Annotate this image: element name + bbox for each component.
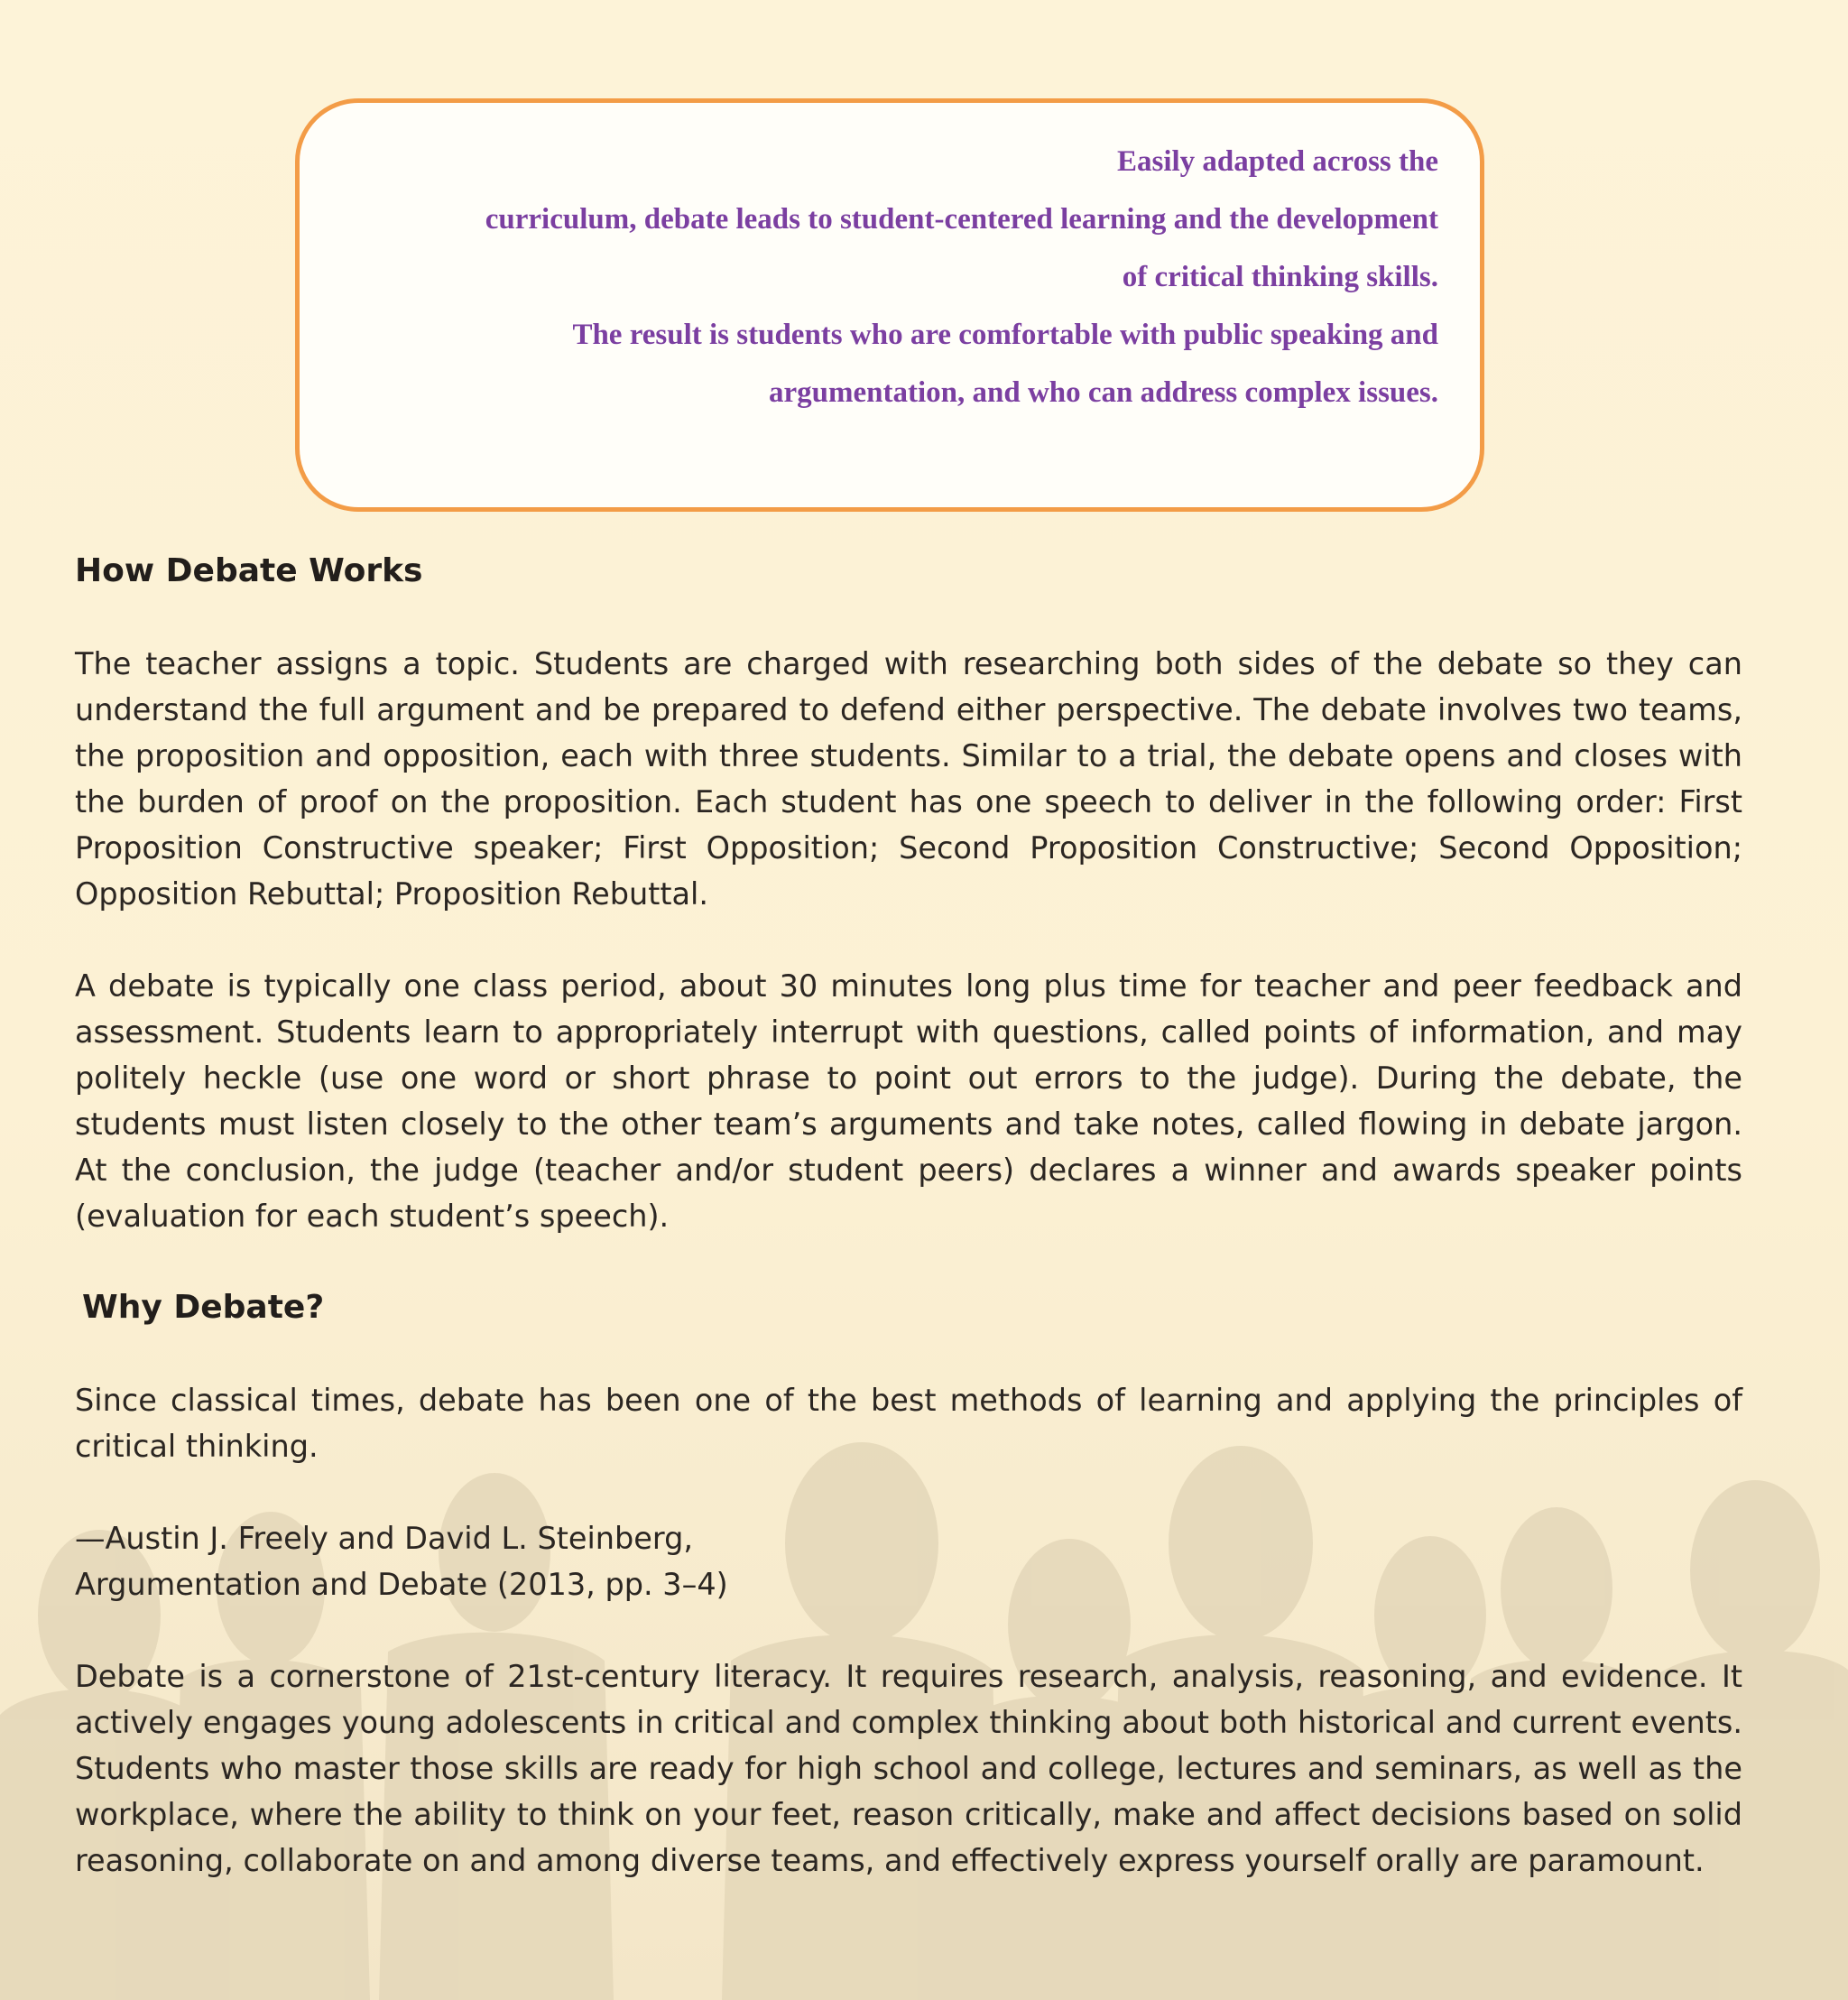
how-debate-works-heading: How Debate Works — [75, 552, 423, 589]
attribution-source: Argumentation and Debate (2013, pp. 3–4) — [75, 1567, 728, 1602]
callout-line: Easily adapted across the — [1116, 145, 1438, 178]
main-content — [75, 549, 1742, 1884]
why-paragraph: Debate is a cornerstone of 21st-century literacy. It requires research, analysis, reasoning, and evidence. It actively engages young adolescents in critical and complex thinking about both historical and current events. Students who master those skills are ready for high school and college, lectures and seminars, as well as the workplace, where the ability to think on your feet, reason critically, make and affect decisions based on solid reasoning, collaborate on and among diverse teams, and effectively express yourself orally are paramount. — [75, 1659, 1742, 1878]
how-paragraph-1: The teacher assigns a topic. Students are charged with researching both sides of the debate so they can understand the full argument and be prepared to defend either perspective. The debate involves two teams, the proposition and opposition, each with three students. Similar to a trial, the debate opens and closes with the burden of proof on the proposition. Each student has one speech to deliver in the following order: First Proposition Constructive speaker; First Opposition; Second Proposition Constructive; Second Opposition; Opposition Rebuttal; Proposition Rebuttal. — [75, 646, 1742, 912]
callout-box — [295, 98, 1484, 512]
quote-attribution — [75, 1515, 1742, 1607]
callout-text — [356, 133, 1438, 421]
callout-line: curriculum, debate leads to student-centered learning and the development — [485, 203, 1438, 236]
why-debate-heading: Why Debate? — [82, 1289, 325, 1326]
callout-line: The result is students who are comfortable with public speaking and — [572, 319, 1438, 351]
quote-paragraph: Since classical times, debate has been one of the best methods of learning and applying the principles of critical thinking. — [75, 1383, 1742, 1464]
how-paragraph-2: A debate is typically one class period, about 30 minutes long plus time for teacher and peer feedback and assessment. Students learn to appropriately interrupt with questions, called points of information, and may politely heckle (use one word or short phrase to point out errors to the judge). During the debate, the students must listen closely to the other team’s arguments and take notes, called flowing in debate jargon. At the conclusion, the judge (teacher and/or student peers) declares a winner and awards speaker points (evaluation for each student’s speech). — [75, 968, 1742, 1234]
callout-line: argumentation, and who can address complex issues. — [769, 376, 1438, 409]
callout-line: of critical thinking skills. — [1122, 261, 1438, 293]
attribution-authors: —Austin J. Freely and David L. Steinberg, — [75, 1521, 693, 1556]
